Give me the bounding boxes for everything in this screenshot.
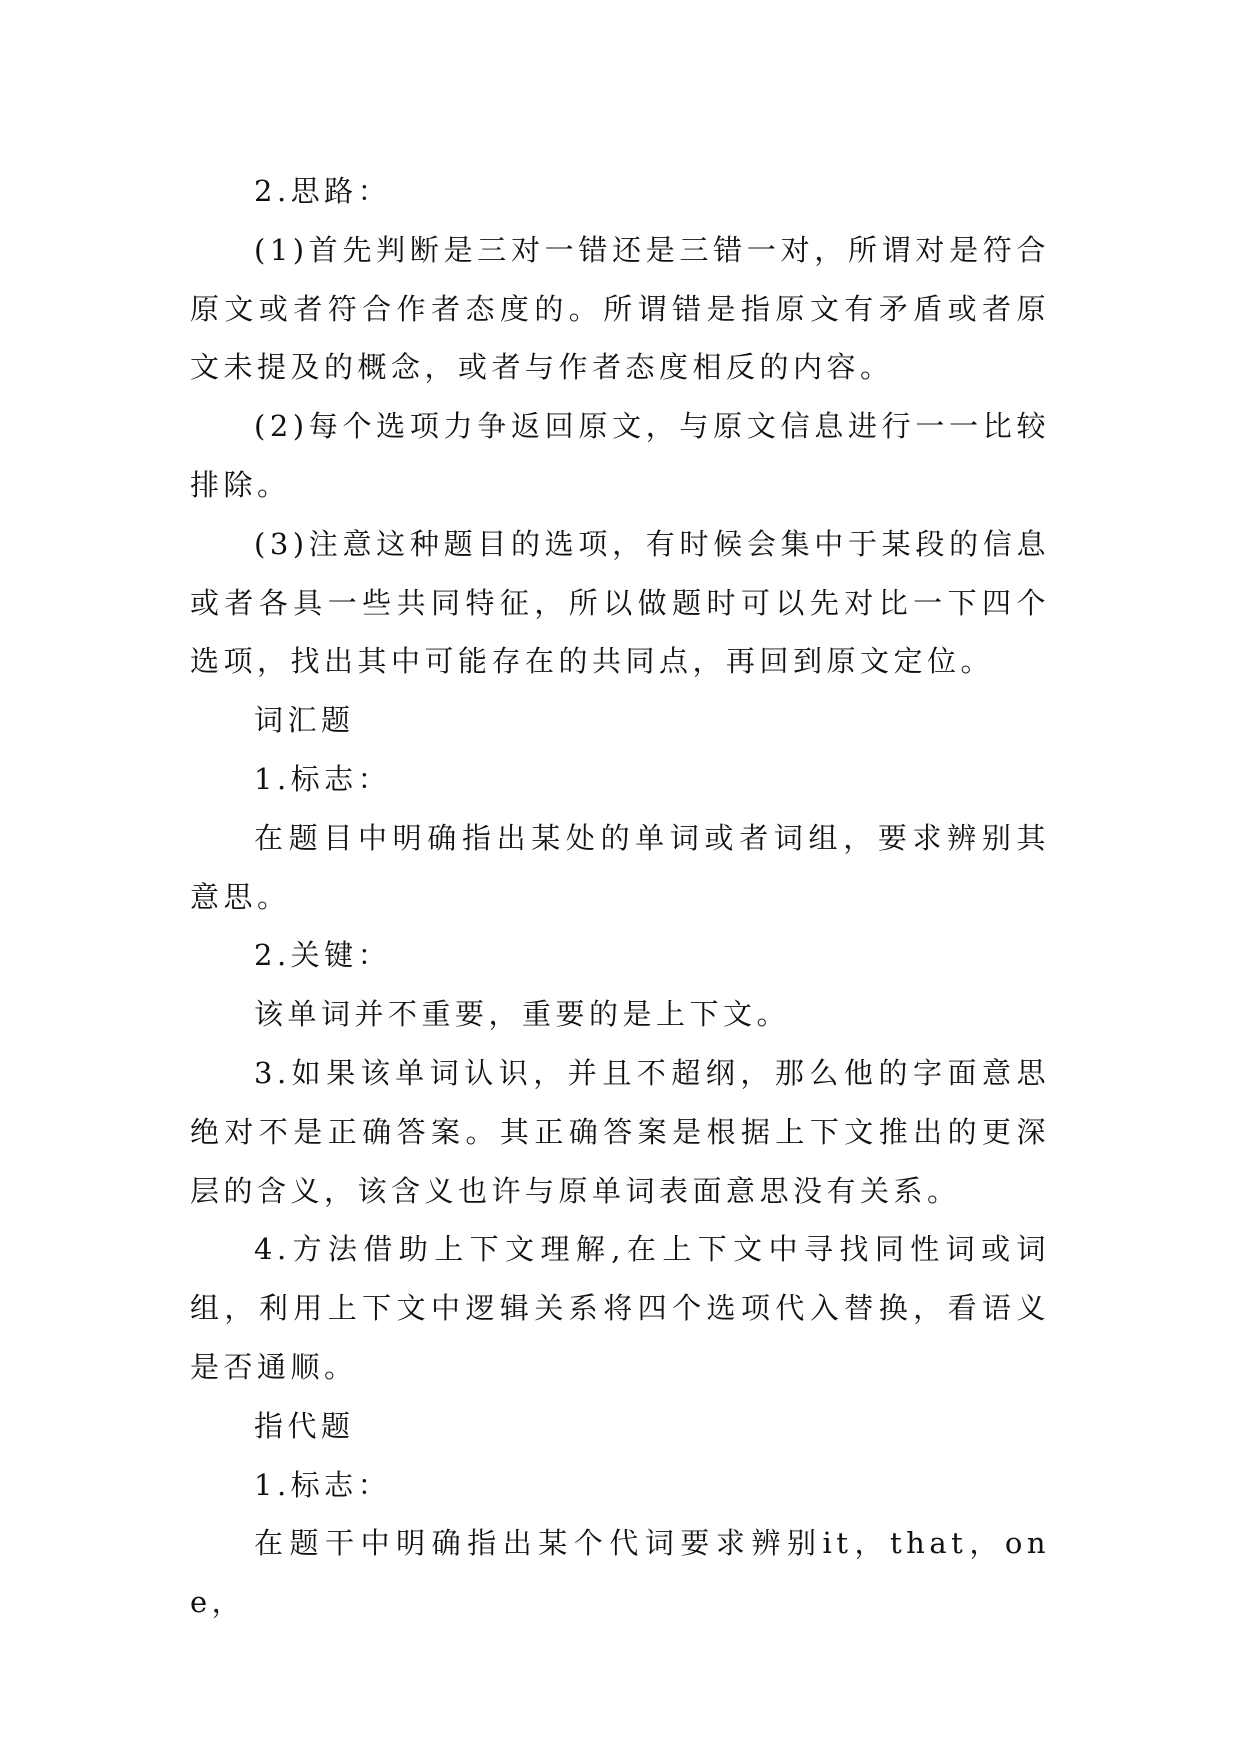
paragraph-vocab-key-body: 该单词并不重要，重要的是上下文。	[254, 997, 791, 1032]
paragraph-vocab-point-4: 4.方法借助上下文理解,在上下文中寻找同性词或词组，利用上下文中逻辑关系将四个选项代入替换，看语义是否通顺。	[190, 1232, 1050, 1384]
document-body	[190, 162, 1050, 1632]
section-heading-vocabulary: 词汇题	[254, 703, 355, 738]
paragraph-reference-sign-heading: 1.标志：	[254, 1467, 392, 1502]
paragraph-thinking-point-2: (2)每个选项力争返回原文，与原文信息进行一一比较排除。	[190, 409, 1050, 502]
paragraph-thinking-heading: 2.思路：	[254, 174, 392, 208]
paragraph-vocab-key-heading: 2.关键：	[254, 938, 392, 973]
paragraph-reference-sign-body: 在题干中明确指出某个代词要求辨别it，that，one，	[190, 1526, 1050, 1620]
paragraph-vocab-sign-heading: 1.标志：	[254, 761, 392, 796]
section-heading-reference: 指代题	[254, 1408, 355, 1443]
paragraph-thinking-point-1: (1)首先判断是三对一错还是三错一对，所谓对是符合原文或者符合作者态度的。所谓错是指原文有矛盾或者原文未提及的概念，或者与作者态度相反的内容。	[190, 232, 1050, 385]
paragraph-thinking-point-3: (3)注意这种题目的选项，有时候会集中于某段的信息或者各具一些共同特征，所以做题时可以先对比一下四个选项，找出其中可能存在的共同点，再回到原文定位。	[190, 526, 1050, 679]
paragraph-vocab-point-3: 3.如果该单词认识，并且不超纲，那么他的字面意思绝对不是正确答案。其正确答案是根据上下文推出的更深层的含义，该含义也许与原单词表面意思没有关系。	[190, 1055, 1050, 1208]
paragraph-vocab-sign-body: 在题目中明确指出某处的单词或者词组，要求辨别其意思。	[190, 820, 1050, 914]
